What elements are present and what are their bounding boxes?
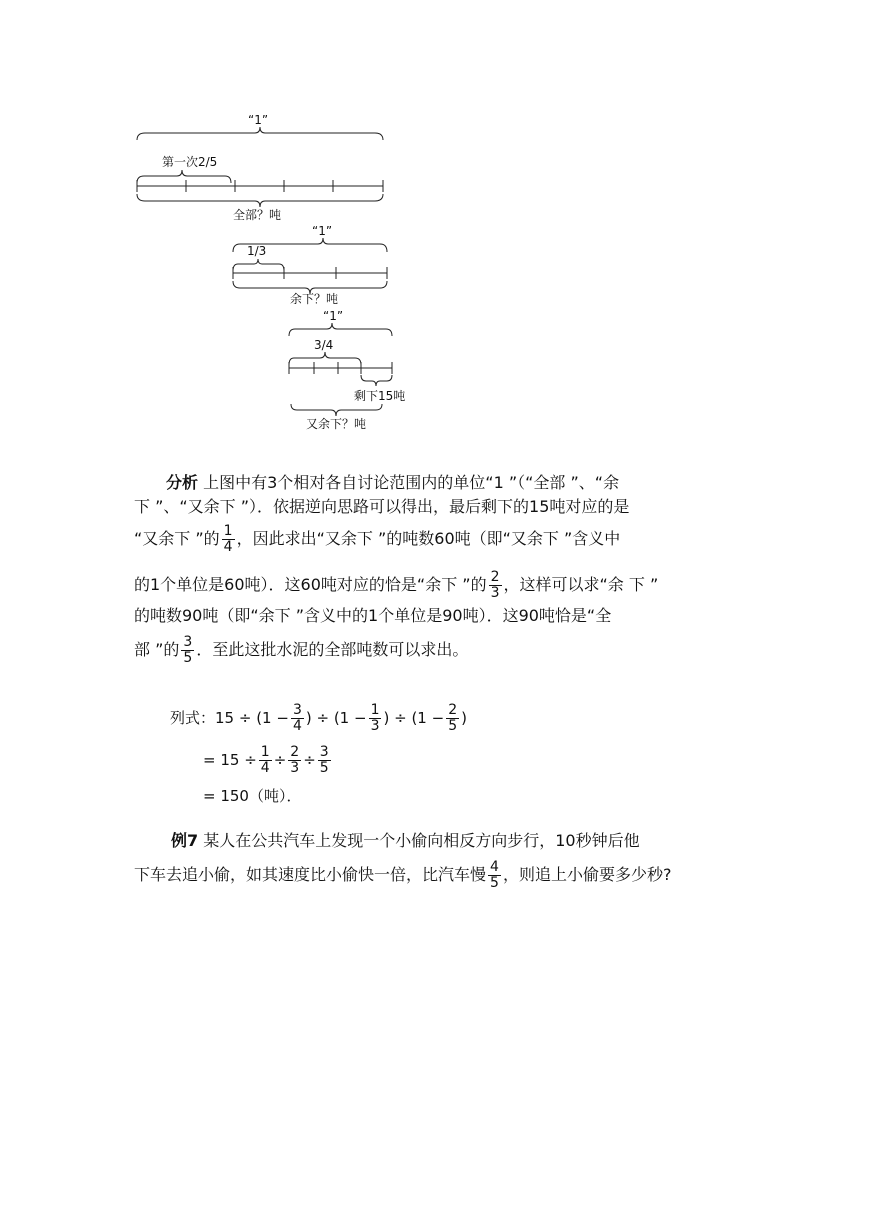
d2-top-label: “1” (312, 224, 333, 238)
analysis-line-6: 部 ”的 $\frac{3}{5}$ ．至此这批水泥的全部吨数可以求出。 (134, 634, 469, 666)
analysis-line-3: “又余下 ”的 $\frac{1}{4}$ ，因此求出“又余下 ”的吨数60吨（即“又余下 ”含义中 (134, 523, 621, 555)
formula-line-2: = 15 ÷ $\frac{1}{4}$ ÷ $\frac{2}{3}$ ÷ $\frac{3}{5}$ (203, 744, 329, 776)
analysis-line-1 (166, 473, 619, 493)
example-line-1: 例7 某人在公共汽车上发现一个小偷向相反方向步行，10秒钟后他 (171, 831, 640, 850)
fraction: $\frac{1}{4}$ (223, 523, 233, 555)
formula-line-3: = 150（吨）． (203, 787, 302, 805)
d1-bottom-brace (137, 194, 383, 207)
d3-sub-label: 3/4 (314, 338, 334, 352)
analysis-line-4: 的1个单位是60吨）．这60吨对应的恰是“余下 ”的 $\frac{2}{3}$ ，这样可以求“余 下 ” (134, 569, 659, 601)
analysis-line-5: 的吨数90吨（即“余下 ”含义中的1个单位是90吨）．这90吨恰是“全 (134, 606, 612, 625)
d2-bottom-label: 余下？吨 (290, 292, 339, 306)
fraction: $\frac{4}{5}$ (490, 859, 499, 891)
d1-top-label: “1” (248, 113, 269, 127)
d1-sub-label: 第一次2/5 (162, 155, 218, 169)
analysis-heading: 分析 (166, 473, 199, 492)
d3-top-brace (289, 323, 392, 336)
d2-sub-label: 1/3 (247, 244, 267, 258)
d3-bottom-label: 又余下？吨 (306, 417, 367, 431)
fraction: $\frac{3}{5}$ (183, 634, 193, 666)
line-segment-diagram (0, 0, 869, 460)
analysis-text-1: 上图中有3个相对各自讨论范围内的单位“1 ”（“全部 ”、“余 (203, 473, 620, 492)
analysis-line-2: 下 ”、“又余下 ”）．依据逆向思路可以得出，最后剩下的15吨对应的是 (134, 497, 630, 516)
d2-sub-brace (233, 259, 284, 271)
formula-line-1: 列式：15 ÷ (1 − $\frac{3}{4}$ ) ÷ (1 − $\frac{1}{3}$ ) ÷ (1 − $\frac{2}{5}$ ) (170, 702, 467, 734)
d1-bottom-label: 全部？吨 (233, 208, 282, 222)
d1-top-brace (137, 127, 383, 140)
d3-right-label: 剩下15吨 (354, 389, 406, 403)
example-heading: 例7 (171, 831, 199, 850)
d1-sub-brace (137, 170, 231, 183)
d3-sub-brace (289, 352, 361, 365)
d3-top-label: “1” (323, 309, 344, 323)
example-line-2: 下车去追小偷，如其速度比小偷快一倍，比汽车慢 $\frac{4}{5}$ ，则追上小偷要多少秒? (134, 859, 672, 891)
fraction: $\frac{2}{3}$ (490, 569, 500, 601)
d3-right-brace (361, 375, 392, 386)
d3-bottom-brace (291, 404, 382, 416)
